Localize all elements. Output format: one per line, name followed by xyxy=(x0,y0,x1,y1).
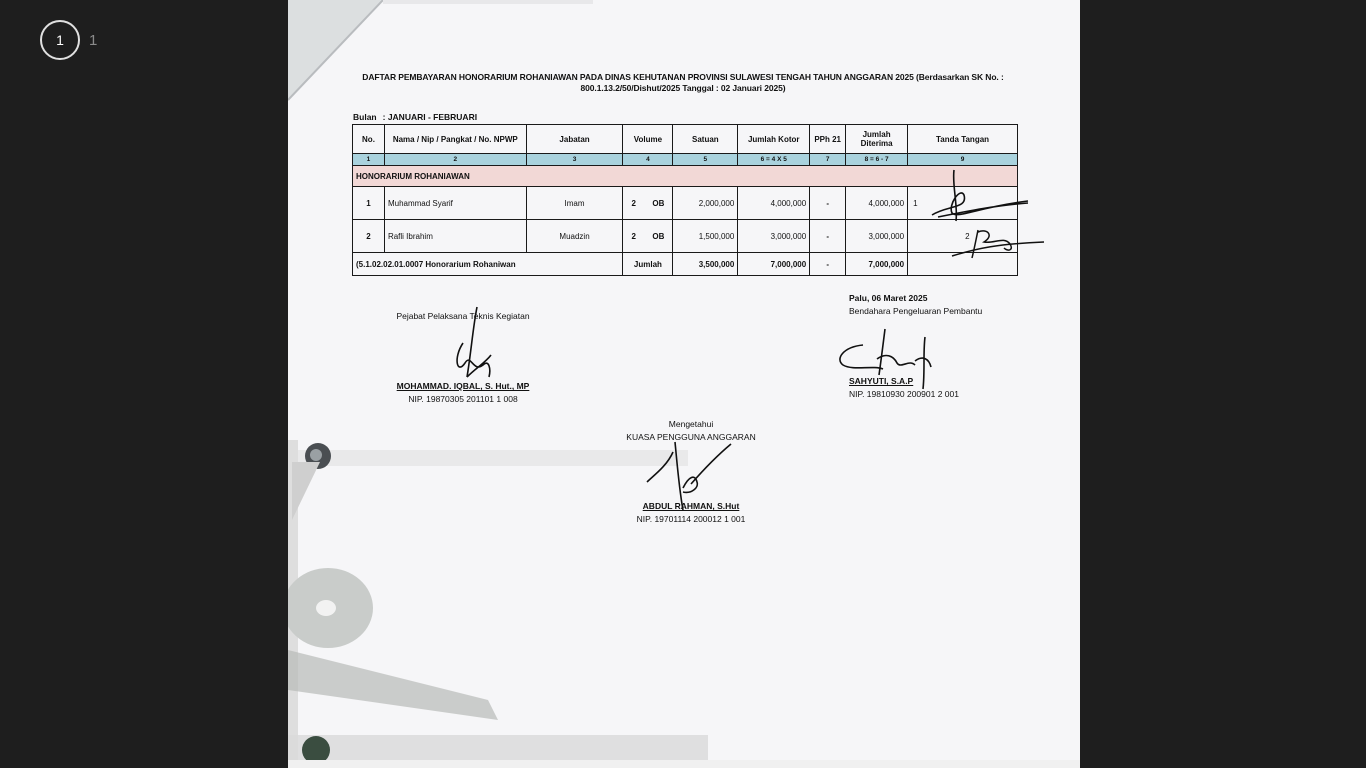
row-unit: OB xyxy=(652,231,665,241)
row-satuan: 1,500,000 xyxy=(673,220,738,253)
row-no: 1 xyxy=(353,187,385,220)
column-number: 7 xyxy=(810,154,846,166)
row-name: Rafli Ibrahim xyxy=(384,220,526,253)
total-row xyxy=(353,253,1018,276)
signature-index: 2 xyxy=(965,231,970,241)
column-number: 6 = 4 X 5 xyxy=(738,154,810,166)
document-viewer[interactable] xyxy=(288,0,1080,768)
row-satuan: 2,000,000 xyxy=(673,187,738,220)
row-diterima: 3,000,000 xyxy=(846,220,908,253)
row-jabatan: Muadzin xyxy=(526,220,623,253)
month-line xyxy=(353,112,483,122)
month-label: Bulan xyxy=(353,112,377,122)
signatory-left-role: Pejabat Pelaksana Teknis Kegiatan xyxy=(396,311,530,321)
row-volume: 2 xyxy=(631,231,636,241)
column-number: 8 = 6 - 7 xyxy=(846,154,908,166)
page-indicator xyxy=(40,20,97,60)
row-pph: - xyxy=(810,220,846,253)
row-volume-cell xyxy=(623,220,673,253)
row-volume: 2 xyxy=(631,198,636,208)
signatory-right-role: Bendahara Pengeluaran Pembantu xyxy=(849,306,983,316)
column-number: 9 xyxy=(908,154,1018,166)
header-jabatan: Jabatan xyxy=(526,125,623,154)
signatory-left-name: MOHAMMAD. IQBAL, S. Hut., MP xyxy=(396,381,530,391)
row-pph: - xyxy=(810,187,846,220)
signatory-center-nip: NIP. 19701114 200012 1 001 xyxy=(636,514,746,524)
signature-index: 1 xyxy=(913,198,918,208)
column-number: 2 xyxy=(384,154,526,166)
header-tanda-tangan: Tanda Tangan xyxy=(908,125,1018,154)
header-jumlah-kotor: Jumlah Kotor xyxy=(738,125,810,154)
signatory-center-name: ABDUL RAHMAN, S.Hut xyxy=(642,501,740,511)
month-value: : JANUARI - FEBRUARI xyxy=(382,112,478,122)
header-jumlah-diterima: Jumlah Diterima xyxy=(846,125,908,154)
signatory-center-role: KUASA PENGGUNA ANGGARAN xyxy=(626,432,756,442)
row-no: 2 xyxy=(353,220,385,253)
payment-document xyxy=(288,0,1080,768)
total-pages-label: 1 xyxy=(89,31,98,49)
signature-left-icon xyxy=(443,303,503,383)
document-title: DAFTAR PEMBAYARAN HONORARIUM ROHANIAWAN PADA DINAS KEHUTANAN PROVINSI SULAWESI TENGAH TAHUN ANGGARAN 2025 (Berdasarkan SK No. : 800.1.13.2/50/Dishut/2025 Tanggal : 02 Januari 2025) xyxy=(362,72,1004,93)
row-kotor: 3,000,000 xyxy=(738,220,810,253)
row-name: Muhammad Syarif xyxy=(384,187,526,220)
row-kotor: 4,000,000 xyxy=(738,187,810,220)
signature-right-icon xyxy=(833,325,943,390)
header-pph21: PPh 21 xyxy=(810,125,846,154)
header-satuan: Satuan xyxy=(673,125,738,154)
column-number: 5 xyxy=(673,154,738,166)
signature-row2-icon xyxy=(948,222,1048,262)
total-account: (5.1.02.02.01.0007 Honorarium Rohaniwan xyxy=(353,253,623,276)
column-number-row xyxy=(353,154,1018,166)
signatory-right-date: Palu, 06 Maret 2025 xyxy=(849,293,928,303)
column-number: 4 xyxy=(623,154,673,166)
total-label: Jumlah xyxy=(623,253,673,276)
column-number: 1 xyxy=(353,154,385,166)
header-volume: Volume xyxy=(623,125,673,154)
total-satuan: 3,500,000 xyxy=(673,253,738,276)
total-kotor: 7,000,000 xyxy=(738,253,810,276)
total-diterima: 7,000,000 xyxy=(846,253,908,276)
header-name: Nama / Nip / Pangkat / No. NPWP xyxy=(384,125,526,154)
total-pph: - xyxy=(810,253,846,276)
signatory-right-name: SAHYUTI, S.A.P xyxy=(849,376,914,386)
signatory-right-nip: NIP. 19810930 200901 2 001 xyxy=(849,389,959,399)
signatory-left-nip: NIP. 19870305 201101 1 008 xyxy=(408,394,518,404)
signature-row1-icon xyxy=(918,165,1038,225)
current-page-button[interactable]: 1 xyxy=(40,20,80,60)
header-no: No. xyxy=(353,125,385,154)
row-volume-cell xyxy=(623,187,673,220)
row-jabatan: Imam xyxy=(526,187,623,220)
column-number: 3 xyxy=(526,154,623,166)
signature-center-icon xyxy=(643,438,743,518)
section-label: HONORARIUM ROHANIAWAN xyxy=(353,166,1018,187)
row-unit: OB xyxy=(652,198,665,208)
signatory-center-note: Mengetahui xyxy=(668,419,714,429)
row-diterima: 4,000,000 xyxy=(846,187,908,220)
table-header-row xyxy=(353,125,1018,154)
